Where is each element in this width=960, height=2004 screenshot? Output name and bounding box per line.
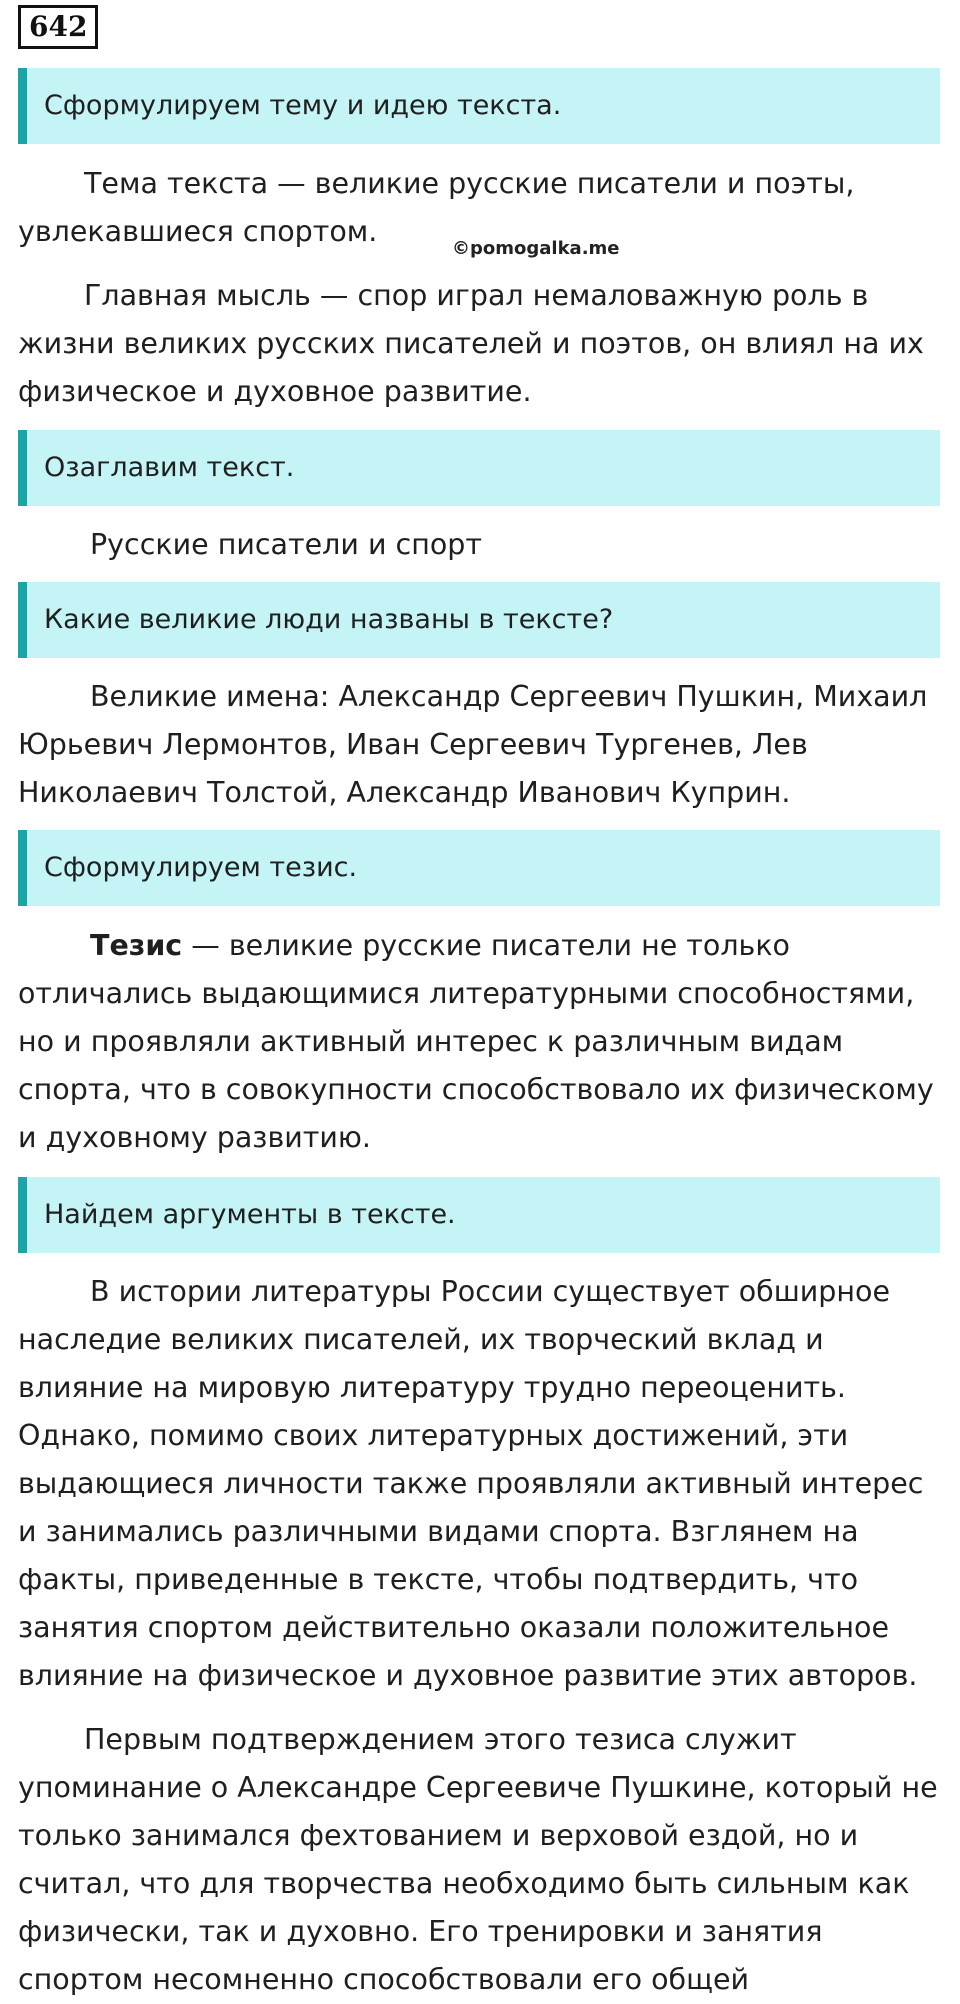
arguments-paragraph-2: [18, 1716, 948, 2004]
thesis-first-line: [18, 922, 948, 970]
heading-theme-idea: Сформулируем тему и идею текста.: [18, 68, 940, 144]
title-paragraph: [18, 521, 948, 569]
heading-title: Озаглавим текст.: [18, 430, 940, 506]
thesis-line: но и проявляли активный интерес к различным видам: [18, 1025, 844, 1058]
idea-line: Главная мысль — спор играл немаловажную роль в: [84, 279, 869, 312]
thesis-paragraph: [18, 922, 948, 1162]
arguments-line: влияние на физическое и духовное развитие этих авторов.: [18, 1659, 918, 1692]
thesis-term: Тезис: [90, 929, 183, 962]
arguments-line: и занимались различными видами спорта. Взглянем на: [18, 1515, 859, 1548]
arguments-line: выдающиеся личности также проявляли активный интерес: [18, 1467, 924, 1500]
people-line: Юрьевич Лермонтов, Иван Сергеевич Тургенев, Лев: [18, 728, 808, 761]
arguments-line: занятия спортом действительно оказали положительное: [18, 1611, 889, 1644]
heading-arguments: Найдем аргументы в тексте.: [18, 1177, 940, 1253]
thesis-first-line-rest: — великие русские писатели не только: [182, 929, 790, 962]
task-number: 642: [18, 5, 98, 49]
thesis-line: отличались выдающимися литературными способностями,: [18, 977, 915, 1010]
idea-line: физическое и духовное развитие.: [18, 375, 532, 408]
arguments-line: считал, что для творчества необходимо быть сильным как: [18, 1867, 910, 1900]
heading-people: Какие великие люди названы в тексте?: [18, 582, 940, 658]
people-paragraph: [18, 673, 948, 817]
people-line: Николаевич Толстой, Александр Иванович Куприн.: [18, 776, 791, 809]
arguments-line: упоминание о Александре Сергеевиче Пушкине, который не: [18, 1771, 938, 1804]
arguments-paragraph-1: [18, 1268, 948, 1700]
arguments-line: факты, приведенные в тексте, чтобы подтвердить, что: [18, 1563, 859, 1596]
arguments-line: наследие великих писателей, их творческий вклад и: [18, 1323, 824, 1356]
arguments-line: физически, так и духовно. Его тренировки и занятия: [18, 1915, 823, 1948]
arguments-line: Однако, помимо своих литературных достижений, эти: [18, 1419, 849, 1452]
heading-thesis: Сформулируем тезис.: [18, 830, 940, 906]
title-text: Русские писатели и спорт: [90, 528, 482, 561]
arguments-line: Первым подтверждением этого тезиса служит: [84, 1723, 797, 1756]
arguments-line: В истории литературы России существует обширное: [90, 1275, 891, 1308]
arguments-line: влияние на мировую литературу трудно переоценить.: [18, 1371, 846, 1404]
thesis-line: и духовному развитию.: [18, 1121, 371, 1154]
theme-line: увлекавшиеся спортом.: [18, 215, 378, 248]
watermark: ©pomogalka.me: [452, 238, 620, 259]
arguments-line: только занимался фехтованием и верховой ездой, но и: [18, 1819, 859, 1852]
idea-paragraph: [18, 272, 948, 416]
people-line: Великие имена: Александр Сергеевич Пушкин, Михаил: [90, 680, 928, 713]
theme-line: Тема текста — великие русские писатели и поэты,: [84, 167, 855, 200]
thesis-line: спорта, что в совокупности способствовало их физическому: [18, 1073, 934, 1106]
idea-line: жизни великих русских писателей и поэтов, он влиял на их: [18, 327, 924, 360]
arguments-line: спортом несомненно способствовали его общей: [18, 1963, 750, 1996]
